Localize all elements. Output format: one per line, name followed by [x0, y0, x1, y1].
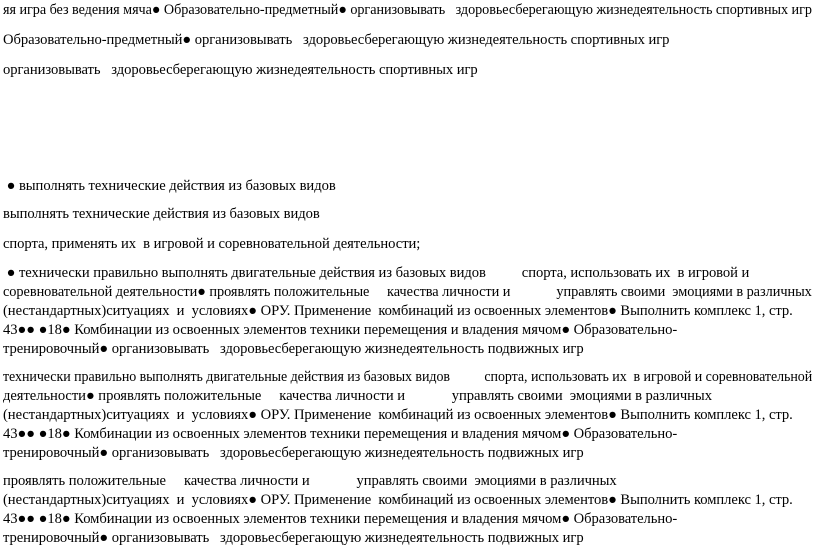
- text-line: технически правильно выполнять двигательные действия из базовых видов спорта, использовать их в игровой и соревновательной: [3, 369, 813, 385]
- text-line: (нестандартных)ситуациях и условиях● ОРУ. Применение комбинаций из освоенных элементов● Выполнить комплекс 1, стр.: [3, 407, 793, 423]
- text-line: тренировочный● организовывать здоровьесберегающую жизнедеятельность подвижных игр: [3, 530, 584, 546]
- text-line: 43●● ●18● Комбинации из освоенных элементов техники перемещения и владения мячом● Образовательно-: [3, 322, 678, 338]
- text-line: Образовательно-предметный● организовывать здоровьесберегающую жизнедеятельность спортивных игр: [3, 32, 670, 48]
- text-line: тренировочный● организовывать здоровьесберегающую жизнедеятельность подвижных игр: [3, 341, 584, 357]
- text-line: ● технически правильно выполнять двигательные действия из базовых видов спорта, использовать их в игровой и: [3, 265, 750, 281]
- text-line: (нестандартных)ситуациях и условиях● ОРУ. Применение комбинаций из освоенных элементов● Выполнить комплекс 1, стр.: [3, 492, 793, 508]
- text-line: тренировочный● организовывать здоровьесберегающую жизнедеятельность подвижных игр: [3, 445, 584, 461]
- text-line: соревновательной деятельности● проявлять положительные качества личности и управлять своими эмоциями в различных: [3, 284, 812, 300]
- text-line: (нестандартных)ситуациях и условиях● ОРУ. Применение комбинаций из освоенных элементов● Выполнить комплекс 1, стр.: [3, 303, 793, 319]
- text-line: ● выполнять технические действия из базовых видов: [3, 178, 336, 194]
- text-line: деятельности● проявлять положительные качества личности и управлять своими эмоциями в различных: [3, 388, 712, 404]
- text-line: 43●● ●18● Комбинации из освоенных элементов техники перемещения и владения мячом● Образовательно-: [3, 511, 678, 527]
- text-line: организовывать здоровьесберегающую жизнедеятельность спортивных игр: [3, 62, 478, 78]
- text-line: 43●● ●18● Комбинации из освоенных элементов техники перемещения и владения мячом● Образовательно-: [3, 426, 678, 442]
- text-line: проявлять положительные качества личности и управлять своими эмоциями в различных: [3, 473, 617, 489]
- text-line: выполнять технические действия из базовых видов: [3, 206, 320, 222]
- text-line: спорта, применять их в игровой и соревновательной деятельности;: [3, 236, 421, 252]
- text-line: яя игра без ведения мяча● Образовательно-предметный● организовывать здоровьесберегающую жизнедеятельность спортивных игр: [3, 2, 812, 18]
